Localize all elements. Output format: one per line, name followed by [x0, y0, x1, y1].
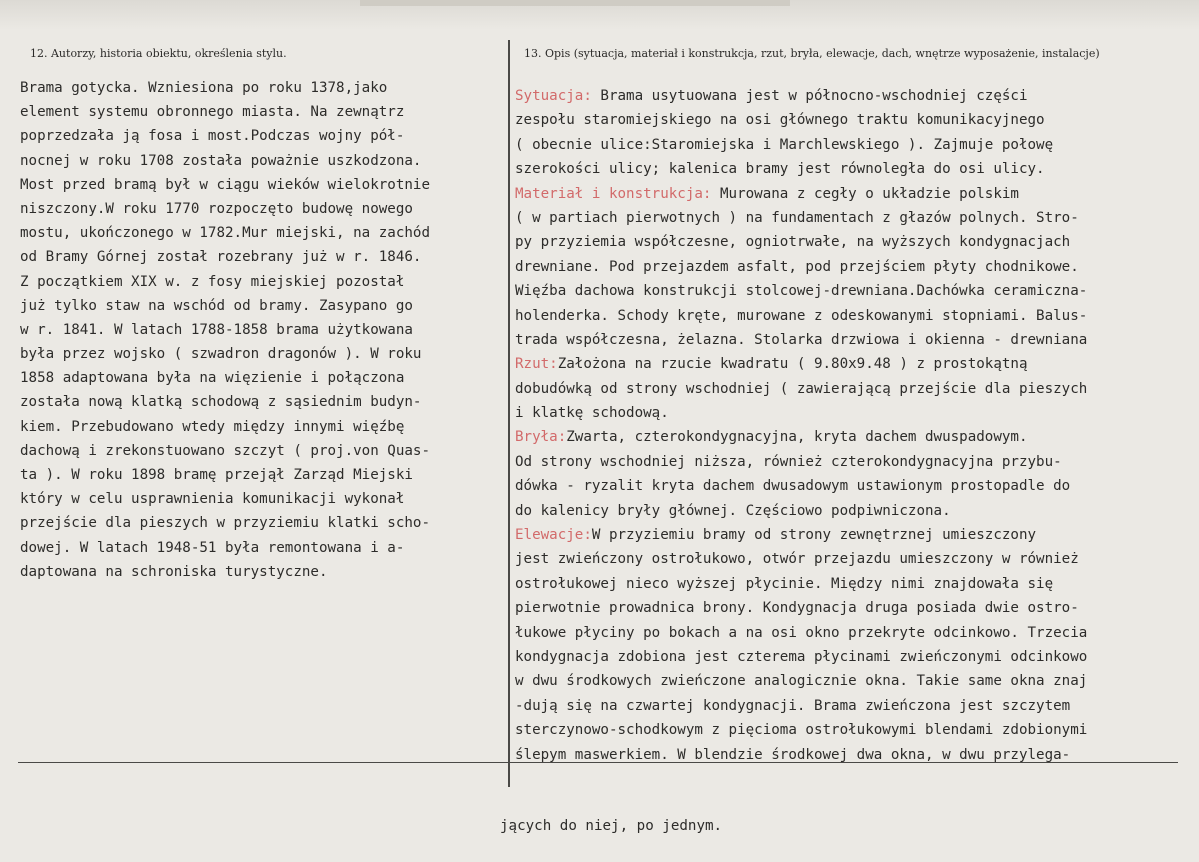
description-line — [515, 645, 1195, 669]
description-text: -dują się na czwartej kondygnacji. Brama zwieńczona jest szczytem — [515, 697, 1071, 714]
description-text: szerokości ulicy; kalenica bramy jest równoległa do osi ulicy. — [515, 161, 1045, 178]
history-line: dachową i zrekonstuowano szczyt ( proj.von Quas- — [20, 442, 430, 459]
description-line — [515, 694, 1195, 718]
description-line — [515, 304, 1195, 328]
description-text: i klatkę schodową. — [515, 405, 669, 422]
description-line — [515, 572, 1195, 596]
description-line — [515, 621, 1195, 645]
description-text: kondygnacja zdobiona jest czterema płycinami zwieńczonymi odcinkowo — [515, 648, 1088, 665]
description-line — [515, 743, 1195, 767]
description-line — [515, 279, 1195, 303]
description-text: pierwotnie prowadnica brony. Kondygnacja druga posiada dwie ostro- — [515, 600, 1079, 617]
history-line: dowej. W latach 1948-51 była remontowana i a- — [20, 539, 405, 556]
description-line — [515, 499, 1195, 523]
history-line: już tylko staw na wschód od bramy. Zasypano go — [20, 297, 413, 314]
description-line — [515, 230, 1195, 254]
description-text: drewniane. Pod przejazdem asfalt, pod przejściem płyty chodnikowe. — [515, 258, 1079, 275]
history-line: mostu, ukończonego w 1782.Mur miejski, na zachód — [20, 225, 430, 242]
section-label: Rzut: — [515, 356, 558, 373]
history-line: element systemu obronnego miasta. Na zewnątrz — [20, 104, 405, 121]
history-line: daptowana na schroniska turystyczne. — [20, 563, 328, 580]
history-line: który w celu usprawnienia komunikacji wykonał — [20, 491, 405, 508]
continuation-line: jących do niej, po jednym. — [500, 818, 723, 834]
description-text: zespołu staromiejskiego na osi głównego traktu komunikacyjnego — [515, 112, 1045, 129]
description-text: Zwarta, czterokondygnacyjna, kryta dachem dwuspadowym. — [566, 429, 1028, 446]
description-text: Więźba dachowa konstrukcji stolcowej-drewniana.Dachówka ceramiczna- — [515, 283, 1088, 300]
description-line — [515, 450, 1195, 474]
section-label: Bryła: — [515, 429, 567, 446]
description-line — [515, 84, 1195, 108]
history-line: niszczony.W roku 1770 rozpoczęto budowę nowego — [20, 200, 413, 217]
description-line — [515, 255, 1195, 279]
description-text: W przyziemiu bramy od strony zewnętrznej umieszczony — [591, 527, 1037, 544]
description-text-column — [515, 84, 1195, 767]
description-line — [515, 377, 1195, 401]
description-text: Założona na rzucie kwadratu ( 9.80x9.48 ) z prostokątną — [557, 356, 1028, 373]
history-line: przejście dla pieszych w przyziemiu klatki scho- — [20, 515, 430, 532]
history-line: była przez wojsko ( szwadron dragonów ). W roku — [20, 346, 422, 363]
description-text: Brama usytuowana jest w północno-wschodniej części — [591, 88, 1028, 104]
section-13-header: 13. Opis (sytuacja, materiał i konstrukcja, rzut, bryła, elewacje, dach, wnętrze wyposażenie, instalacje) — [524, 47, 1100, 60]
history-line: w r. 1841. W latach 1788-1858 brama użytkowana — [20, 321, 413, 338]
scan-smudge — [360, 0, 790, 6]
history-line: od Bramy Górnej został rozebrany już w r. 1846. — [20, 249, 422, 266]
description-text: do kalenicy bryły głównej. Częściowo podpiwniczona. — [515, 502, 951, 519]
section-12-header: 12. Autorzy, historia obiektu, określenia stylu. — [30, 47, 287, 60]
description-line — [515, 718, 1195, 742]
description-line — [515, 206, 1195, 230]
history-line: kiem. Przebudowano wtedy między innymi więźbę — [20, 418, 405, 435]
description-text: py przyziemia współczesne, ogniotrwałe, na wyższych kondygnacjach — [515, 234, 1071, 251]
description-text: Od strony wschodniej niższa, również czterokondygnacyjna przybu- — [515, 453, 1062, 470]
description-text: ( w partiach pierwotnych ) na fundamentach z głazów polnych. Stro- — [515, 209, 1079, 226]
description-line — [515, 157, 1195, 181]
history-line: nocnej w roku 1708 została poważnie uszkodzona. — [20, 152, 422, 169]
history-line: poprzedzała ją fosa i most.Podczas wojny pół- — [20, 128, 405, 145]
section-label: Sytuacja: — [515, 88, 592, 104]
description-text: ślepym maswerkiem. W blendzie środkowej dwa okna, w dwu przylega- — [515, 746, 1071, 763]
description-text: Murowana z cegły o układzie polskim — [711, 185, 1019, 202]
description-line — [515, 669, 1195, 693]
history-line: ta ). W roku 1898 bramę przejął Zarząd Miejski — [20, 467, 413, 483]
description-line — [515, 133, 1195, 157]
description-text: trada współczesna, żelazna. Stolarka drzwiowa i okienna - drewniana — [515, 331, 1088, 348]
description-line — [515, 547, 1195, 571]
bottom-rule-left — [18, 762, 510, 763]
description-line — [515, 425, 1195, 449]
description-line — [515, 596, 1195, 620]
description-continuation — [500, 766, 722, 862]
description-line — [515, 182, 1195, 206]
description-text: ( obecnie ulice:Staromiejska i Marchlewskiego ). Zajmuje połowę — [515, 136, 1054, 153]
description-text: w dwu środkowych zwieńczone analogicznie okna. Takie same okna znaj — [515, 673, 1088, 690]
description-line — [515, 328, 1195, 352]
history-text-column — [20, 76, 510, 584]
history-line: Most przed bramą był w ciągu wieków wielokrotnie — [20, 176, 430, 193]
description-text: holenderka. Schody kręte, murowane z odeskowanymi stopniami. Balus- — [515, 307, 1088, 324]
description-line — [515, 352, 1195, 376]
description-text: dobudówką od strony wschodniej ( zawierającą przejście dla pieszych — [515, 380, 1088, 397]
description-line — [515, 108, 1195, 132]
history-line: 1858 adaptowana była na więzienie i połączona — [20, 370, 405, 387]
section-label: Materiał i konstrukcja: — [515, 185, 712, 202]
description-line — [515, 523, 1195, 547]
description-line — [515, 474, 1195, 498]
history-line: Brama gotycka. Wzniesiona po roku 1378,jako — [20, 80, 388, 96]
description-text: sterczynowo-schodkowym z pięcioma ostrołukowymi blendami zdobionymi — [515, 722, 1088, 739]
description-text: jest zwieńczony ostrołukowo, otwór przejazdu umieszczony w również — [515, 551, 1079, 568]
description-text: łukowe płyciny po bokach a na osi okno przekryte odcinkowo. Trzecia — [515, 624, 1088, 641]
history-line: Z początkiem XIX w. z fosy miejskiej pozostał — [20, 273, 405, 290]
history-line: została nową klatką schodową z sąsiednim budyn- — [20, 394, 422, 411]
section-label: Elewacje: — [515, 527, 592, 544]
description-text: dówka - ryzalit kryta dachem dwusadowym ustawionym prostopadle do — [515, 478, 1071, 495]
description-text: ostrołukowej nieco wyższej płycinie. Między nimi znajdowała się — [515, 575, 1054, 592]
description-line — [515, 401, 1195, 425]
